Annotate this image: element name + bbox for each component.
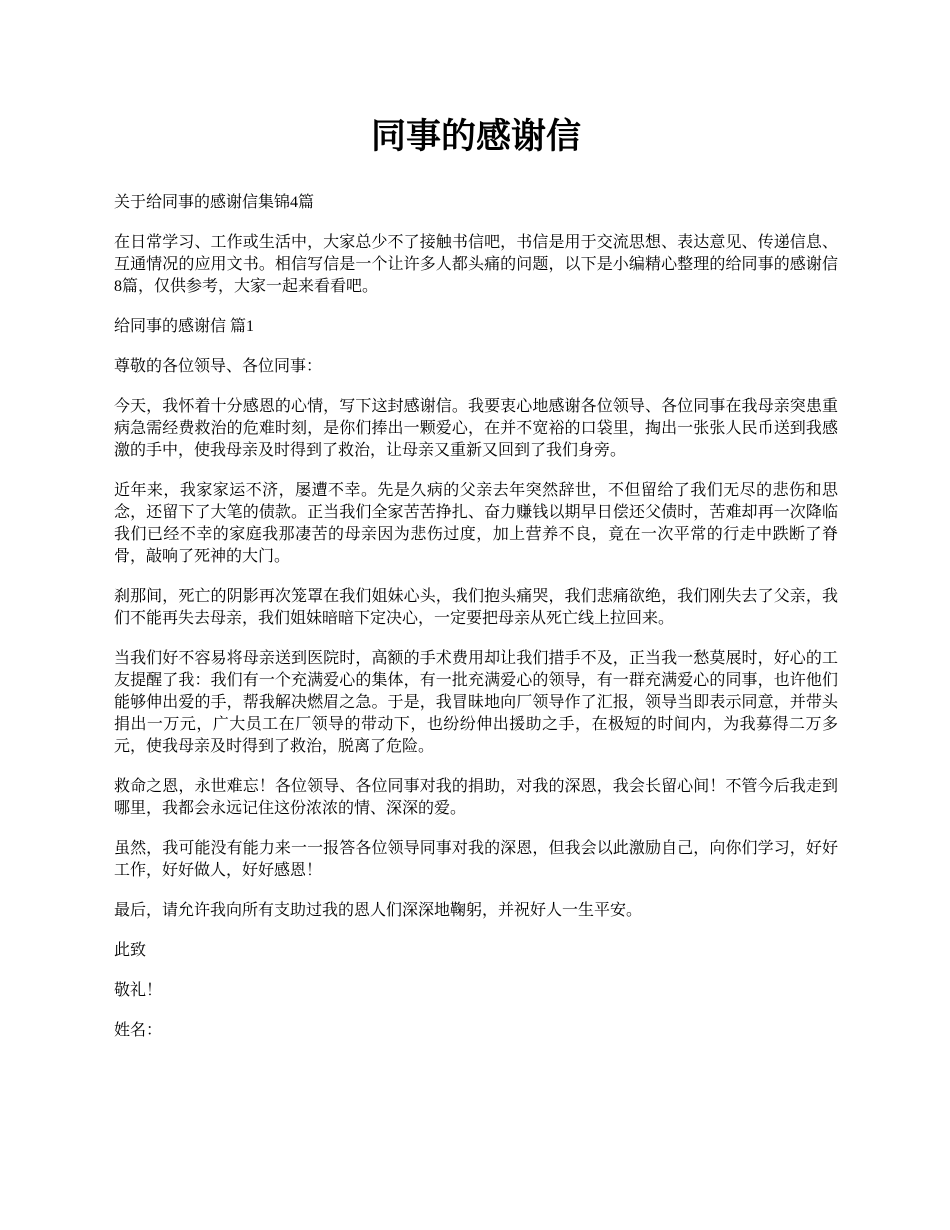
closing-paragraph: 最后，请允许我向所有支助过我的恩人们深深地鞠躬，并祝好人一生平安。 [114, 902, 643, 919]
body-paragraph: 近年来，我家家运不济，屡遭不幸。先是久病的父亲去年突然辞世，不但留给了我们无尽的悲伤和思念，还留下了大笔的债款。正当我们全家苦苦挣扎、奋力赚钱以期早日偿还父债时，苦难却再一次降临我们已经不幸的家庭我那凄苦的母亲因为悲伤过度，加上营养不良，竟在一次平常的行走中跌断了脊骨，敲响了死神的大门。 [114, 482, 838, 565]
section-heading: 给同事的感谢信 篇1 [114, 318, 255, 335]
document-title: 同事的感谢信 [370, 117, 581, 156]
regards-line: 敬礼！ [114, 982, 163, 999]
closing-line: 此致 [114, 942, 147, 959]
body-paragraph: 今天，我怀着十分感恩的心情，写下这封感谢信。我要衷心地感谢各位领导、各位同事在我母亲突患重病急需经费救治的危难时刻，是你们捧出一颗爱心，在并不宽裕的口袋里，掏出一张张人民币送到我感激的手中，使我母亲及时得到了救治，让母亲又重新又回到了我们身旁。 [114, 398, 838, 459]
intro-paragraph: 在日常学习、工作或生活中，大家总少不了接触书信吧，书信是用于交流思想、表达意见、传递信息、互通情况的应用文书。相信写信是一个让许多人都头痛的问题，以下是小编精心整理的给同事的感谢信8篇，仅供参考，大家一起来看看吧。 [114, 234, 838, 295]
signature-name-line: 姓名： [114, 1022, 163, 1039]
body-paragraph: 救命之恩，永世难忘！各位领导、各位同事对我的捐助，对我的深恩，我会长留心间！不管今后我走到哪里，我都会永远记住这份浓浓的情、深深的爱。 [114, 778, 838, 817]
document-page [114, 112, 838, 1060]
subtitle-line: 关于给同事的感谢信集锦4篇 [114, 194, 315, 211]
body-paragraph: 当我们好不容易将母亲送到医院时，高额的手术费用却让我们措手不及，正当我一愁莫展时，好心的工友提醒了我：我们有一个充满爱心的集体，有一批充满爱心的领导，有一群充满爱心的同事，也许他们能够伸出爱的手，帮我解决燃眉之急。于是，我冒昧地向厂领导作了汇报，领导当即表示同意，并带头捐出一万元，广大员工在厂领导的带动下，也纷纷伸出援助之手，在极短的时间内，为我募得二万多元，使我母亲及时得到了救治，脱离了危险。 [114, 650, 838, 755]
body-paragraph: 刹那间，死亡的阴影再次笼罩在我们姐妹心头，我们抱头痛哭，我们悲痛欲绝，我们刚失去了父亲，我们不能再失去母亲，我们姐妹暗暗下定决心，一定要把母亲从死亡线上拉回来。 [114, 588, 838, 627]
body-paragraph: 虽然，我可能没有能力来一一报答各位领导同事对我的深恩，但我会以此激励自己，向你们学习，好好工作，好好做人，好好感恩！ [114, 840, 838, 879]
salutation: 尊敬的各位领导、各位同事： [114, 358, 323, 375]
